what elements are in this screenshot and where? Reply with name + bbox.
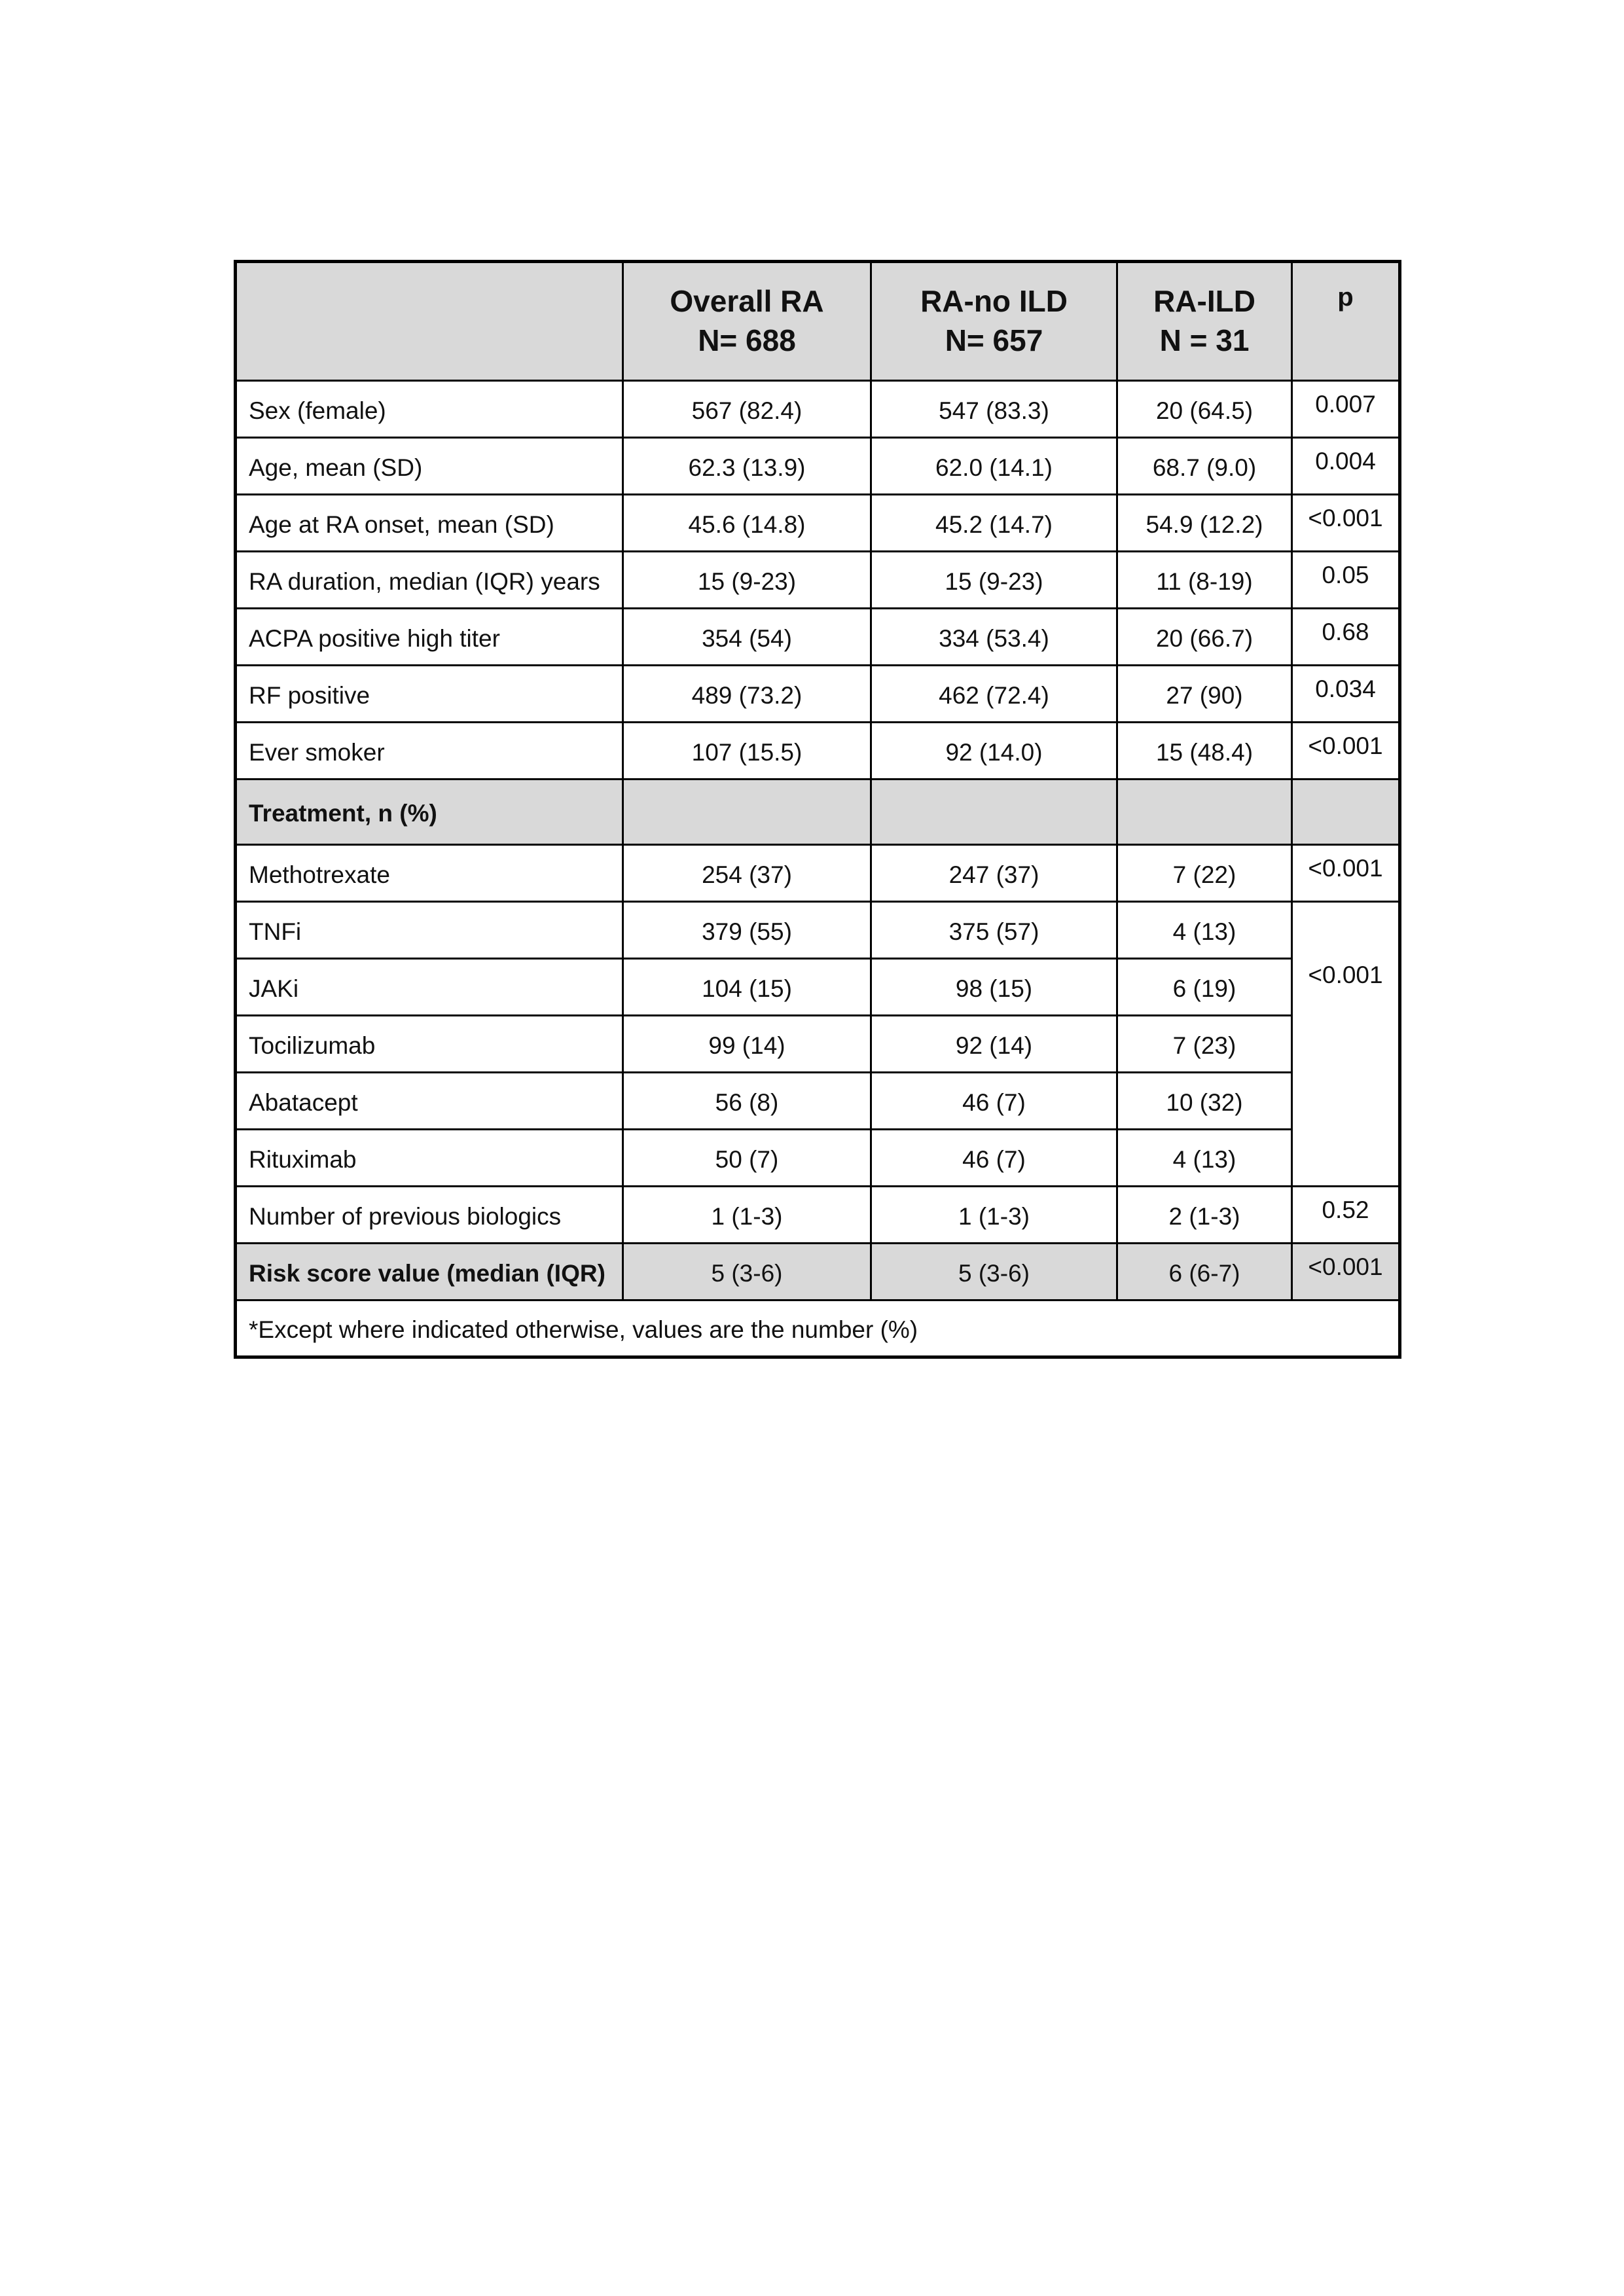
row-label: Rituximab [236, 1130, 623, 1187]
row-label: Sex (female) [236, 381, 623, 438]
header-ra-no-ild: RA-no ILD N= 657 [871, 262, 1117, 381]
table-row [236, 1187, 1400, 1244]
overall-value: 354 (54) [623, 609, 871, 666]
overall-value: 56 (8) [623, 1073, 871, 1130]
ild-value: 54.9 (12.2) [1117, 495, 1292, 552]
section-empty-cell [871, 780, 1117, 845]
table-row [236, 1130, 1400, 1187]
row-label: Risk score value (median (IQR) [236, 1244, 623, 1300]
row-label: RA duration, median (IQR) years [236, 552, 623, 609]
no-ild-value: 92 (14) [871, 1016, 1117, 1073]
overall-value: 50 (7) [623, 1130, 871, 1187]
ild-value: 27 (90) [1117, 666, 1292, 723]
p-value: <0.001 [1292, 495, 1400, 552]
row-label: RF positive [236, 666, 623, 723]
overall-value: 379 (55) [623, 902, 871, 959]
overall-value: 5 (3-6) [623, 1244, 871, 1300]
overall-value: 254 (37) [623, 845, 871, 902]
p-value: 0.52 [1292, 1187, 1400, 1244]
overall-value: 62.3 (13.9) [623, 438, 871, 495]
row-label: Age at RA onset, mean (SD) [236, 495, 623, 552]
treatment-section-row [236, 780, 1400, 845]
row-label: Tocilizumab [236, 1016, 623, 1073]
header-row [236, 262, 1400, 381]
p-value: 0.68 [1292, 609, 1400, 666]
table-row [236, 552, 1400, 609]
ild-value: 6 (6-7) [1117, 1244, 1292, 1300]
ild-value: 2 (1-3) [1117, 1187, 1292, 1244]
no-ild-value: 5 (3-6) [871, 1244, 1117, 1300]
no-ild-value: 1 (1-3) [871, 1187, 1117, 1244]
no-ild-value: 247 (37) [871, 845, 1117, 902]
no-ild-value: 98 (15) [871, 959, 1117, 1016]
overall-value: 567 (82.4) [623, 381, 871, 438]
p-value: 0.034 [1292, 666, 1400, 723]
row-label: ACPA positive high titer [236, 609, 623, 666]
ild-value: 15 (48.4) [1117, 723, 1292, 780]
overall-value: 489 (73.2) [623, 666, 871, 723]
header-ra-ild: RA-ILD N = 31 [1117, 262, 1292, 381]
footnote-row [236, 1300, 1400, 1357]
overall-value: 1 (1-3) [623, 1187, 871, 1244]
table-row [236, 1073, 1400, 1130]
section-empty-cell [1117, 780, 1292, 845]
ild-value: 4 (13) [1117, 1130, 1292, 1187]
row-label: TNFi [236, 902, 623, 959]
no-ild-value: 547 (83.3) [871, 381, 1117, 438]
ild-value: 10 (32) [1117, 1073, 1292, 1130]
table-row [236, 381, 1400, 438]
section-empty-cell [1292, 780, 1400, 845]
overall-value: 15 (9-23) [623, 552, 871, 609]
table-row [236, 609, 1400, 666]
ild-value: 4 (13) [1117, 902, 1292, 959]
p-value: <0.001 [1292, 845, 1400, 902]
ild-value: 68.7 (9.0) [1117, 438, 1292, 495]
table-row [236, 845, 1400, 902]
no-ild-value: 46 (7) [871, 1130, 1117, 1187]
table-row [236, 438, 1400, 495]
table-row [236, 495, 1400, 552]
overall-value: 45.6 (14.8) [623, 495, 871, 552]
row-label: Abatacept [236, 1073, 623, 1130]
row-label: Ever smoker [236, 723, 623, 780]
overall-value: 99 (14) [623, 1016, 871, 1073]
row-label: Number of previous biologics [236, 1187, 623, 1244]
header-overall-ra: Overall RA N= 688 [623, 262, 871, 381]
no-ild-value: 462 (72.4) [871, 666, 1117, 723]
no-ild-value: 375 (57) [871, 902, 1117, 959]
no-ild-value: 15 (9-23) [871, 552, 1117, 609]
header-empty-cell [236, 262, 623, 381]
no-ild-value: 45.2 (14.7) [871, 495, 1117, 552]
section-label: Treatment, n (%) [236, 780, 623, 845]
table-row [236, 902, 1400, 959]
p-value: <0.001 [1292, 1244, 1400, 1300]
row-label: Methotrexate [236, 845, 623, 902]
overall-value: 107 (15.5) [623, 723, 871, 780]
ild-value: 20 (64.5) [1117, 381, 1292, 438]
ild-value: 11 (8-19) [1117, 552, 1292, 609]
no-ild-value: 92 (14.0) [871, 723, 1117, 780]
no-ild-value: 62.0 (14.1) [871, 438, 1117, 495]
no-ild-value: 46 (7) [871, 1073, 1117, 1130]
biologics-p-value: <0.001 [1292, 902, 1400, 1187]
ild-value: 7 (23) [1117, 1016, 1292, 1073]
table-row [236, 723, 1400, 780]
ild-value: 20 (66.7) [1117, 609, 1292, 666]
table-row [236, 959, 1400, 1016]
p-value: <0.001 [1292, 723, 1400, 780]
table-row [236, 666, 1400, 723]
no-ild-value: 334 (53.4) [871, 609, 1117, 666]
ild-value: 6 (19) [1117, 959, 1292, 1016]
row-label: Age, mean (SD) [236, 438, 623, 495]
section-empty-cell [623, 780, 871, 845]
overall-value: 104 (15) [623, 959, 871, 1016]
risk-score-row [236, 1244, 1400, 1300]
ild-value: 7 (22) [1117, 845, 1292, 902]
header-p-value: p [1292, 262, 1400, 381]
row-label: JAKi [236, 959, 623, 1016]
p-value: 0.007 [1292, 381, 1400, 438]
table-row [236, 1016, 1400, 1073]
p-value: 0.05 [1292, 552, 1400, 609]
baseline-characteristics-table [234, 260, 1401, 1359]
table-footnote: *Except where indicated otherwise, values are the number (%) [236, 1300, 1400, 1357]
p-value: 0.004 [1292, 438, 1400, 495]
